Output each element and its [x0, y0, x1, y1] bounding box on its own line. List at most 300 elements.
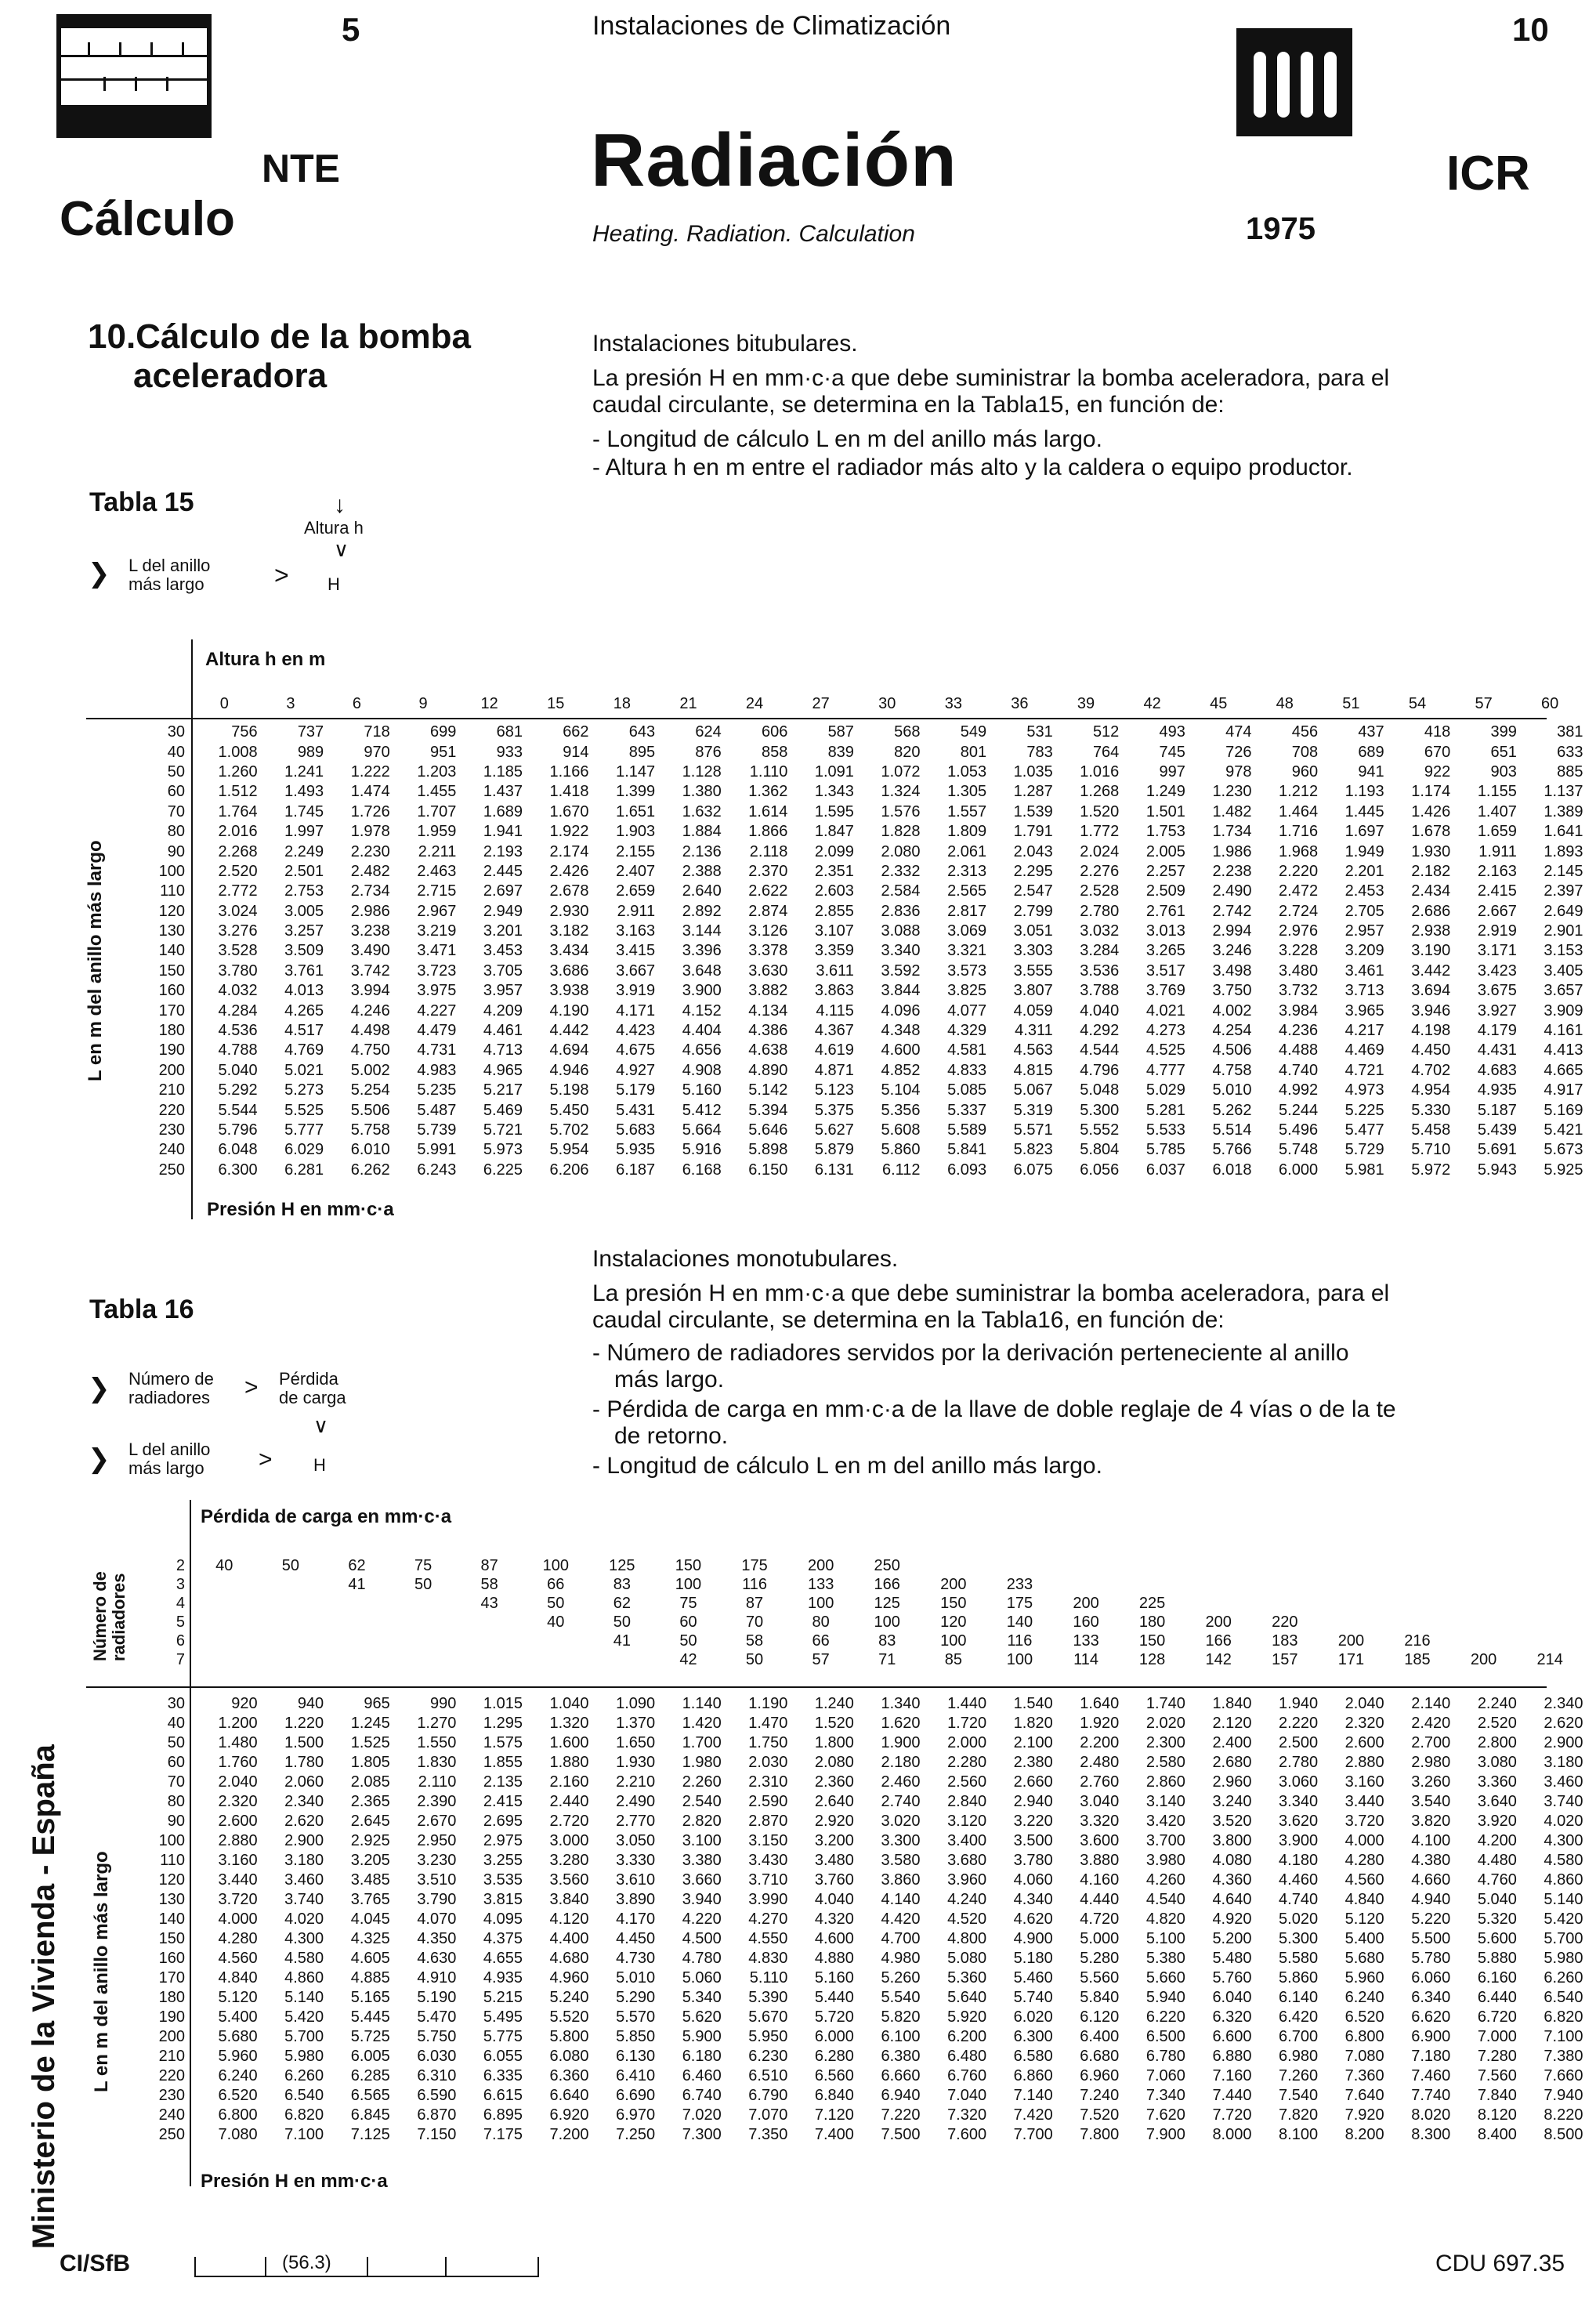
table-cell: 4.640 [1212, 1891, 1252, 1908]
table-cell: 6.740 [682, 2087, 722, 2104]
right-arrow-icon: ❯ [88, 1444, 110, 1474]
table-cell: 418 [1424, 723, 1451, 741]
table-cell: 1.370 [616, 1715, 656, 1732]
column-header: 54 [1408, 694, 1427, 712]
table-cell: 214 [1536, 1650, 1563, 1668]
table-cell: 133 [807, 1575, 834, 1593]
table-cell: 5.460 [1013, 1969, 1053, 1986]
table-cell: 5.340 [682, 1989, 722, 2006]
table-cell: 3.032 [1080, 922, 1120, 940]
table-cell: 3.980 [1145, 1852, 1185, 1869]
row-header: 30 [167, 723, 185, 741]
table-cell: 3.423 [1477, 962, 1517, 980]
table-cell: 1.830 [417, 1754, 457, 1771]
table-cell: 989 [297, 743, 324, 761]
table-cell: 2.780 [1279, 1754, 1319, 1771]
table-cell: 2.340 [284, 1793, 324, 1810]
row-header: 210 [158, 1081, 185, 1099]
monotubular-bullet1a: - Número de radiadores servidos por la derivación perteneciente al anillo [592, 1340, 1349, 1366]
table-cell: 4.852 [881, 1061, 921, 1079]
table-cell: 41 [348, 1575, 366, 1593]
table-cell: 2.957 [1344, 922, 1384, 940]
table-cell: 1.200 [218, 1715, 258, 1732]
table-row [138, 2008, 1583, 2027]
table-cell: 474 [1225, 723, 1252, 741]
cisib-code: (56.3) [282, 2252, 331, 2273]
table-cell: 3.520 [1212, 1813, 1252, 1830]
table-cell: 1.740 [1145, 1695, 1185, 1712]
table-cell: 4.021 [1145, 1001, 1185, 1019]
table-cell: 5.980 [284, 2048, 324, 2065]
table-cell [324, 1594, 390, 1613]
row-header: 110 [160, 882, 185, 900]
table-row [138, 882, 1583, 901]
table-cell: 4.833 [947, 1061, 987, 1079]
table-cell: 3.536 [1080, 962, 1120, 980]
table-cell: 5.190 [417, 1989, 457, 2006]
table-cell: 4.965 [483, 1061, 523, 1079]
table-cell: 7.160 [1212, 2067, 1252, 2084]
table-cell: 50 [745, 1650, 764, 1668]
table-cell: 2.622 [748, 882, 788, 900]
table-cell: 6.100 [881, 2028, 921, 2045]
table-cell: 4.638 [748, 1041, 788, 1059]
table-cell: 5.187 [1477, 1101, 1517, 1119]
table-cell: 3.069 [947, 922, 987, 940]
table-cell: 4.954 [1411, 1081, 1451, 1099]
table-cell: 2.320 [218, 1793, 258, 1810]
table-cell: 3.240 [1212, 1793, 1252, 1810]
table-cell: 2.659 [616, 882, 656, 900]
table-cell: 1.595 [814, 802, 854, 820]
table-cell: 5.080 [947, 1950, 987, 1967]
table-cell: 4.665 [1544, 1061, 1583, 1079]
table-cell: 2.950 [417, 1832, 457, 1849]
tabla16-header [138, 1556, 1583, 1669]
table-cell: 4.450 [616, 1930, 656, 1947]
table-cell: 5.525 [284, 1101, 324, 1119]
table-cell: 4.796 [1080, 1061, 1120, 1079]
table-cell: 114 [1073, 1650, 1098, 1668]
table-cell: 4.983 [417, 1061, 457, 1079]
table-cell: 5.740 [1013, 1989, 1053, 2006]
table-cell: 2.660 [1013, 1773, 1053, 1791]
table-cell: 381 [1557, 723, 1583, 741]
table-cell: 4.020 [284, 1910, 324, 1928]
table-cell: 7.300 [682, 2126, 722, 2143]
row-header: 80 [167, 823, 185, 841]
table-cell [1450, 1632, 1517, 1650]
table-cell: 2.960 [1212, 1773, 1252, 1791]
table-cell: 7.540 [1279, 2087, 1319, 2104]
table-row [138, 1556, 1583, 1575]
table-cell: 6.240 [218, 2067, 258, 2084]
table-cell: 3.150 [748, 1832, 788, 1849]
table-cell: 5.179 [616, 1081, 656, 1099]
table-cell: 150 [1138, 1632, 1166, 1650]
row-header: 220 [158, 1101, 185, 1119]
row-header: 130 [158, 922, 185, 940]
table-cell: 5.000 [1080, 1930, 1120, 1947]
row-header: 40 [167, 1715, 185, 1732]
table-cell: 43 [480, 1594, 498, 1612]
table-cell: 7.520 [1080, 2106, 1120, 2124]
table-cell: 3.940 [682, 1891, 722, 1908]
table-cell: 4.500 [682, 1930, 722, 1947]
table-cell: 4.655 [483, 1950, 523, 1967]
table-row [138, 1988, 1583, 2008]
table-cell: 3.280 [549, 1852, 589, 1869]
table-cell: 5.140 [284, 1989, 324, 2006]
table-cell: 116 [1007, 1632, 1033, 1650]
table-cell: 4.890 [748, 1061, 788, 1079]
table-cell: 4.992 [1279, 1081, 1319, 1099]
table-cell: 5.860 [1279, 1969, 1319, 1986]
table-cell: 1.090 [616, 1695, 656, 1712]
table-row [138, 1021, 1583, 1041]
table-cell: 150 [675, 1556, 702, 1574]
table-cell: 3.050 [616, 1832, 656, 1849]
table-cell: 4.320 [814, 1910, 854, 1928]
table-cell: 5.850 [616, 2028, 656, 2045]
table-cell: 7.040 [947, 2087, 987, 2104]
table-cell: 3.498 [1212, 962, 1252, 980]
table-cell: 7.320 [947, 2106, 987, 2124]
table-cell: 1.053 [947, 762, 987, 780]
table-cell: 6.262 [350, 1161, 390, 1179]
table-cell: 3.471 [417, 942, 457, 960]
table-cell: 4.161 [1544, 1022, 1583, 1040]
table-cell [390, 1613, 457, 1632]
table-cell: 5.235 [417, 1081, 457, 1099]
table-cell: 2.085 [350, 1773, 390, 1791]
table-cell: 2.874 [748, 902, 788, 920]
table-cell [324, 1632, 390, 1650]
table-cell: 5.514 [1212, 1121, 1252, 1139]
table-cell [1119, 1575, 1185, 1594]
table-cell: 3.909 [1544, 1001, 1583, 1019]
table-cell: 1.670 [549, 802, 589, 820]
table-cell: 3.220 [1013, 1813, 1053, 1830]
table-cell: 6.150 [748, 1161, 788, 1179]
row-header: 240 [158, 1141, 185, 1159]
row-header: 7 [176, 1650, 185, 1668]
table-cell: 3.088 [881, 922, 921, 940]
table-cell: 6.800 [1344, 2028, 1384, 2045]
table-cell: 5.640 [947, 1989, 987, 2006]
table-cell: 1.091 [814, 762, 854, 780]
table-cell: 5.240 [549, 1989, 589, 2006]
table-cell: 3.740 [284, 1891, 324, 1908]
table-cell: 4.740 [1279, 1061, 1319, 1079]
table-cell: 624 [695, 723, 722, 741]
table-cell: 3.490 [350, 942, 390, 960]
header-code: ICR [1446, 147, 1530, 201]
tabla16 [138, 1694, 1583, 2145]
table-cell: 2.770 [616, 1813, 656, 1830]
table-cell: 3.900 [1279, 1832, 1319, 1849]
table-row [138, 1831, 1583, 1851]
table-cell: 1.190 [748, 1695, 788, 1712]
table-cell: 2.099 [814, 842, 854, 860]
table-cell [1053, 1575, 1120, 1594]
table-cell: 71 [878, 1650, 896, 1668]
table-cell: 1.241 [284, 762, 324, 780]
table-cell: 1.320 [549, 1715, 589, 1732]
row-header: 200 [158, 2028, 185, 2045]
table-row [138, 902, 1583, 922]
table-cell: 2.480 [1080, 1754, 1120, 1771]
table-cell: 1.340 [881, 1695, 921, 1712]
table-cell: 2.975 [483, 1832, 523, 1849]
table-cell: 2.080 [814, 1754, 854, 1771]
cdu-code: CDU 697.35 [1435, 2251, 1565, 2276]
table-cell: 2.753 [284, 882, 324, 900]
table-cell: 2.440 [549, 1793, 589, 1810]
table-cell: 3.769 [1145, 982, 1185, 1000]
table-cell: 5.300 [1279, 1930, 1319, 1947]
table-cell: 4.292 [1080, 1022, 1120, 1040]
table-cell: 2.901 [1544, 922, 1583, 940]
table-cell: 5.380 [1145, 1950, 1185, 1967]
column-header: 42 [1143, 694, 1161, 712]
table-row [138, 1694, 1583, 1714]
table-cell: 1.418 [549, 783, 589, 801]
table-cell: 3.276 [218, 922, 258, 940]
table-cell: 1.520 [814, 1715, 854, 1732]
row-header: 90 [167, 842, 185, 860]
table-cell: 6.970 [616, 2106, 656, 2124]
table-cell: 3.750 [1212, 982, 1252, 1000]
table-cell: 1.240 [814, 1695, 854, 1712]
table-cell: 5.420 [284, 2008, 324, 2026]
table-cell: 5.394 [748, 1101, 788, 1119]
table-cell: 2.930 [549, 902, 589, 920]
row-header: 70 [167, 802, 185, 820]
table-cell: 3.780 [1013, 1852, 1053, 1869]
table-cell: 6.940 [881, 2087, 921, 2104]
table-cell: 1.249 [1145, 783, 1185, 801]
bitubular-heading: Instalaciones bitubulares. [592, 331, 858, 357]
table-cell: 4.300 [1544, 1832, 1583, 1849]
table-cell: 3.844 [881, 982, 921, 1000]
table-cell: 5.739 [417, 1121, 457, 1139]
row-header: 190 [158, 1041, 185, 1059]
table-cell: 606 [761, 723, 788, 741]
ministry-side-text: Ministerio de la Vivienda - España [27, 1744, 61, 2249]
table-cell: 2.620 [1544, 1715, 1583, 1732]
table-cell: 2.880 [1344, 1754, 1384, 1771]
table-cell: 3.946 [1411, 1001, 1451, 1019]
table-cell [191, 1650, 258, 1669]
table-cell: 2.490 [616, 1793, 656, 1810]
radiator-logo [1236, 28, 1352, 136]
table-cell: 5.840 [1080, 1989, 1120, 2006]
table-cell: 4.560 [218, 1950, 258, 1967]
table-cell: 6.130 [616, 2048, 656, 2065]
table-cell: 7.500 [881, 2126, 921, 2143]
table-cell: 6.400 [1080, 2028, 1120, 2045]
table-cell: 6.560 [814, 2067, 854, 2084]
table-cell [1318, 1556, 1384, 1575]
table-cell: 903 [1490, 762, 1517, 780]
cisib-tick [194, 2257, 196, 2277]
table-cell: 3.201 [483, 922, 523, 940]
table-cell: 6.160 [1477, 1969, 1517, 1986]
table-cell: 1.828 [881, 823, 921, 841]
table-cell: 5.010 [1212, 1081, 1252, 1099]
table-cell: 3.720 [218, 1891, 258, 1908]
table-cell: 3.740 [1544, 1793, 1583, 1810]
table-cell: 3.160 [1344, 1773, 1384, 1791]
table-cell: 1.930 [1411, 842, 1451, 860]
table-cell: 1.362 [748, 783, 788, 801]
table-cell: 2.820 [682, 1813, 722, 1830]
table-cell: 2.892 [682, 902, 722, 920]
table-cell [258, 1575, 324, 1594]
down-arrow-icon: ∨ [334, 538, 349, 561]
table-cell: 250 [874, 1556, 900, 1574]
table-cell: 3.209 [1344, 942, 1384, 960]
table-cell: 7.740 [1411, 2087, 1451, 2104]
table-cell: 7.080 [218, 2126, 258, 2143]
table-cell [921, 1556, 987, 1575]
bitubular-bullet1: - Longitud de cálculo L en m del anillo más largo. [592, 426, 1102, 452]
table-cell: 160 [1073, 1613, 1099, 1631]
table-cell: 3.790 [417, 1891, 457, 1908]
table-cell: 6.660 [881, 2067, 921, 2084]
tabla15-col-title: Altura h en m [205, 649, 326, 670]
table-cell: 4.830 [748, 1950, 788, 1967]
table-cell: 756 [231, 723, 258, 741]
table-cell: 3.120 [947, 1813, 987, 1830]
table-cell: 4.209 [483, 1001, 523, 1019]
table-cell: 1.651 [616, 802, 656, 820]
row-header: 2 [176, 1556, 185, 1574]
table-cell: 7.150 [417, 2126, 457, 2143]
table-cell: 100 [940, 1632, 967, 1650]
table-cell: 3.171 [1477, 942, 1517, 960]
table-cell: 4.059 [1013, 1001, 1053, 1019]
table-cell: 3.648 [682, 962, 722, 980]
table-cell [324, 1650, 390, 1669]
row-header: 130 [158, 1891, 185, 1908]
table-cell: 7.560 [1477, 2067, 1517, 2084]
table-cell: 83 [613, 1575, 631, 1593]
table-cell: 5.225 [1344, 1101, 1384, 1119]
table-cell: 5.110 [749, 1969, 788, 1986]
table-cell: 75 [414, 1556, 432, 1574]
table-cell: 6.180 [682, 2048, 722, 2065]
table-cell: 2.780 [1080, 902, 1120, 920]
table-cell: 1.949 [1344, 842, 1384, 860]
tabla15-legend-l1: L del anillo [128, 556, 211, 575]
column-header: 18 [613, 694, 631, 712]
table-cell: 5.260 [881, 1969, 921, 1986]
table-cell: 5.262 [1212, 1101, 1252, 1119]
table-cell: 166 [874, 1575, 900, 1593]
table-cell: 6.080 [549, 2048, 589, 2065]
table-cell: 3.480 [1279, 962, 1319, 980]
table-cell: 3.517 [1145, 962, 1185, 980]
table-cell: 2.174 [549, 842, 589, 860]
table-cell: 7.240 [1080, 2087, 1120, 2104]
table-cell: 4.973 [1344, 1081, 1384, 1099]
table-cell: 2.720 [549, 1813, 589, 1830]
table-cell: 4.960 [549, 1969, 589, 1986]
table-cell: 4.461 [483, 1022, 523, 1040]
table-cell [1450, 1575, 1517, 1594]
table-cell: 5.412 [682, 1101, 722, 1119]
table-cell: 4.254 [1212, 1022, 1252, 1040]
table-cell: 3.020 [881, 1813, 921, 1830]
column-header: 6 [352, 694, 362, 712]
table-cell: 1.650 [616, 1734, 656, 1751]
table-cell: 1.110 [749, 762, 788, 780]
table-cell: 5.954 [549, 1141, 589, 1159]
table-cell: 1.040 [549, 1695, 589, 1712]
table-cell: 3.994 [350, 982, 390, 1000]
table-cell: 1.520 [1080, 802, 1120, 820]
nte-logo [56, 14, 212, 138]
table-cell: 3.882 [748, 982, 788, 1000]
table-cell: 1.809 [947, 823, 987, 841]
table-cell: 5.760 [1212, 1969, 1252, 1986]
table-cell: 2.180 [881, 1754, 921, 1771]
table-cell: 4.488 [1279, 1041, 1319, 1059]
table-row [138, 922, 1583, 941]
table-cell: 6.500 [1145, 2028, 1185, 2045]
table-cell: 726 [1225, 743, 1252, 761]
table-cell: 1.930 [616, 1754, 656, 1771]
table-cell: 5.627 [814, 1121, 854, 1139]
table-row [138, 742, 1583, 762]
table-cell: 5.002 [350, 1061, 390, 1079]
table-cell: 5.495 [483, 2008, 523, 2026]
table-cell: 4.013 [284, 982, 324, 1000]
monotubular-p1: La presión H en mm·c·a que debe suministrar la bomba aceleradora, para el [592, 1280, 1390, 1306]
table-cell: 4.171 [616, 1001, 656, 1019]
table-cell: 3.723 [417, 962, 457, 980]
table-cell: 3.005 [284, 902, 324, 920]
table-cell: 7.280 [1477, 2048, 1517, 2065]
table-cell: 5.670 [748, 2008, 788, 2026]
table-cell: 3.480 [814, 1852, 854, 1869]
table-cell: 3.742 [350, 962, 390, 980]
table-cell: 4.045 [350, 1910, 390, 1928]
table-cell: 5.571 [1013, 1121, 1053, 1139]
table-cell: 6.310 [417, 2067, 457, 2084]
table-cell: 4.525 [1145, 1041, 1185, 1059]
table-cell: 4.560 [1344, 1871, 1384, 1889]
table-cell: 3.807 [1013, 982, 1053, 1000]
table-cell: 1.539 [1013, 802, 1053, 820]
table-cell: 57 [812, 1650, 830, 1668]
table-cell: 6.060 [1411, 1969, 1451, 1986]
table-cell: 1.640 [1080, 1695, 1120, 1712]
table-cell: 1.600 [549, 1734, 589, 1751]
table-cell: 1.128 [682, 762, 722, 780]
table-cell: 50 [281, 1556, 300, 1574]
table-cell: 2.540 [682, 1793, 722, 1810]
table-cell: 5.879 [814, 1141, 854, 1159]
table-cell: 6.565 [350, 2087, 390, 2104]
table-cell: 6.300 [1013, 2028, 1053, 2045]
table-cell: 1.550 [417, 1734, 457, 1751]
table-cell [1318, 1594, 1384, 1613]
table-cell: 5.950 [748, 2028, 788, 2045]
table-cell: 7.400 [814, 2126, 854, 2143]
